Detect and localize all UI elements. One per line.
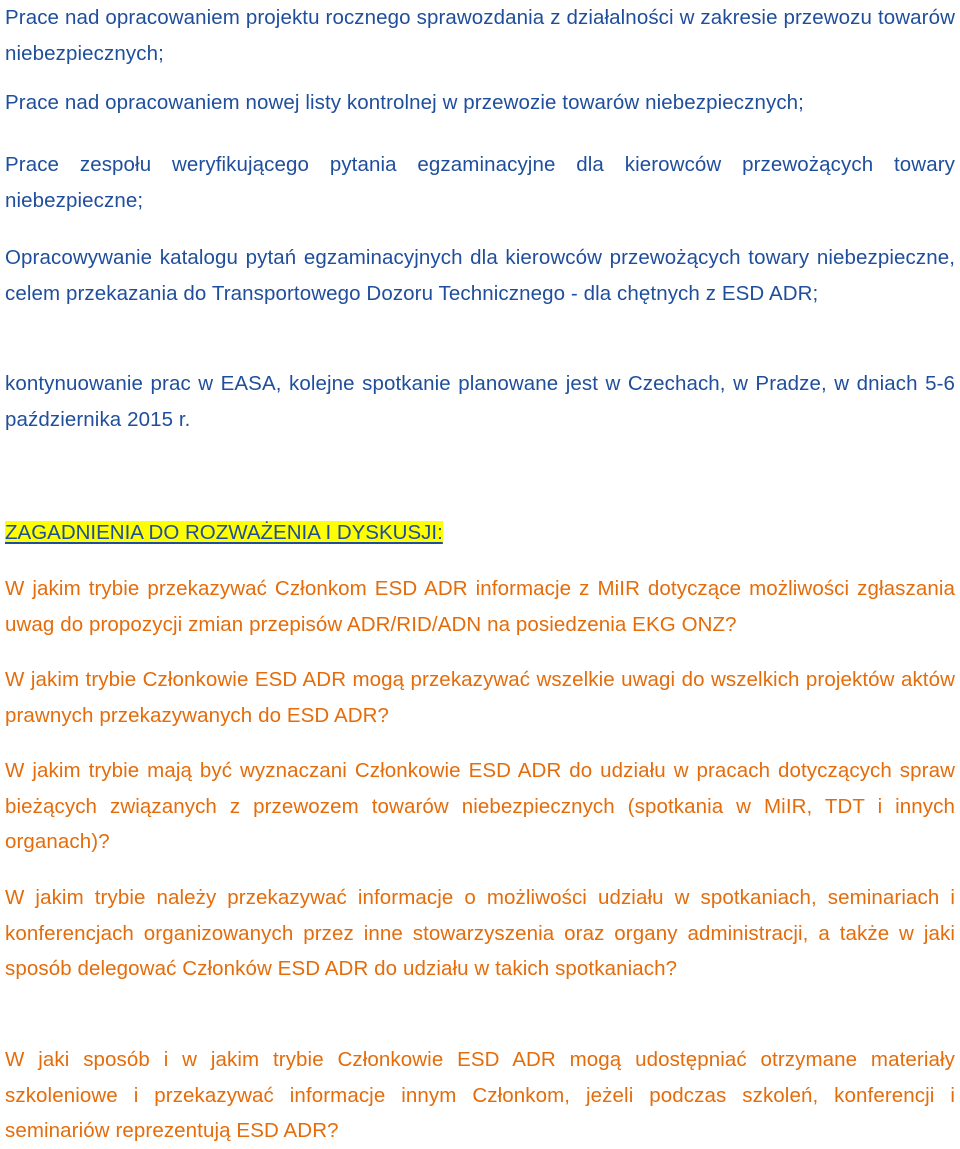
status-item-3: Prace zespołu weryfikującego pytania egzaminacyjne dla kierowców przewożących towary niebezpieczne;	[5, 153, 955, 212]
status-item-5: kontynuowanie prac w EASA, kolejne spotkanie planowane jest w Czechach, w Pradze, w dniach 5-6 października 2015 r.	[5, 372, 955, 431]
status-item-2: Prace nad opracowaniem nowej listy kontrolnej w przewozie towarów niebezpiecznych;	[5, 91, 804, 114]
status-item-1: Prace nad opracowaniem projektu rocznego sprawozdania z działalności w zakresie przewozu towarów niebezpiecznych;	[5, 6, 955, 65]
discussion-question-4: W jakim trybie należy przekazywać informacje o możliwości udziału w spotkaniach, seminariach i konferencjach organizowanych przez inne stowarzyszenia oraz organy administracji, a także w jaki sposób delegować Członków ESD ADR do udziału w takich spotkaniach?	[5, 886, 955, 980]
discussion-question-5: W jaki sposób i w jakim trybie Członkowie ESD ADR mogą udostępniać otrzymane materiały szkoleniowe i przekazywać informacje innym Członkom, jeżeli podczas szkoleń, konferencji i seminariów reprezentują ESD ADR?	[5, 1048, 955, 1142]
discussion-heading: ZAGADNIENIA DO ROZWAŻENIA I DYSKUSJI:	[5, 521, 443, 544]
discussion-question-2: W jakim trybie Członkowie ESD ADR mogą przekazywać wszelkie uwagi do wszelkich projektów aktów prawnych przekazywanych do ESD ADR?	[5, 668, 955, 727]
status-item-4: Opracowywanie katalogu pytań egzaminacyjnych dla kierowców przewożących towary niebezpieczne, celem przekazania do Transportowego Dozoru Technicznego - dla chętnych z ESD ADR;	[5, 246, 955, 305]
discussion-question-3: W jakim trybie mają być wyznaczani Członkowie ESD ADR do udziału w pracach dotyczących spraw bieżących związanych z przewozem towarów niebezpiecznych (spotkania w MiIR, TDT i innych organach)?	[5, 759, 955, 853]
discussion-question-1: W jakim trybie przekazywać Członkom ESD ADR informacje z MiIR dotyczące możliwości zgłaszania uwag do propozycji zmian przepisów ADR/RID/ADN na posiedzenia EKG ONZ?	[5, 577, 955, 636]
